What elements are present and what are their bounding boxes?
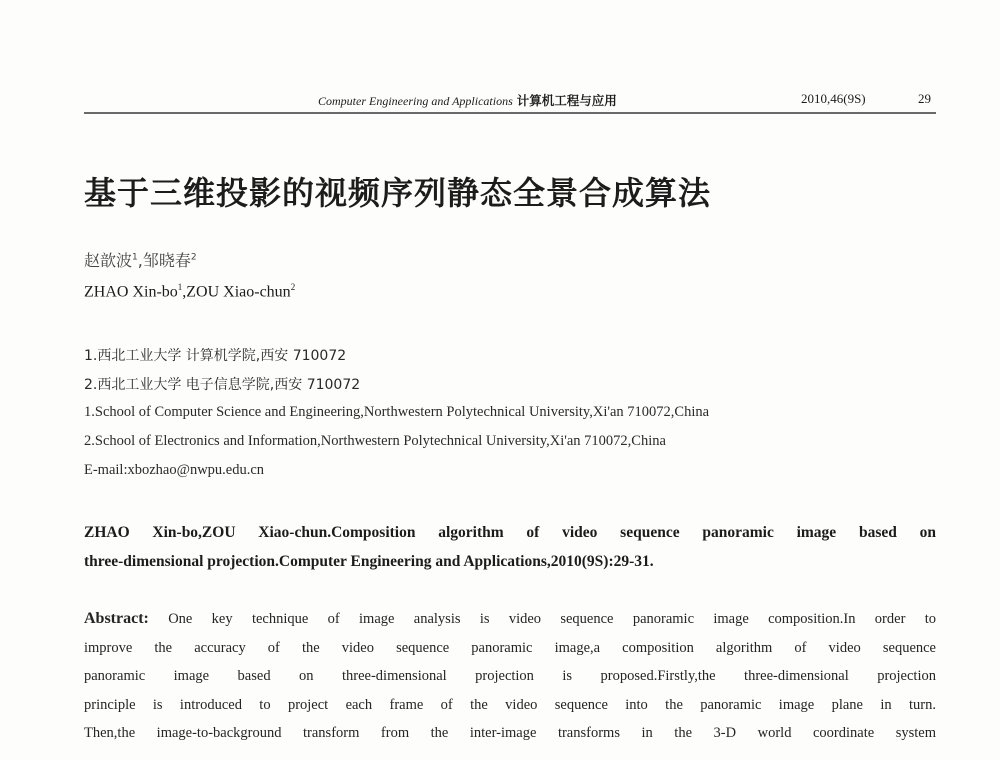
author-1-cn-affil: 1 xyxy=(132,252,138,263)
citation-line-2: three-dimensional projection.Computer Engineering and Applications,2010(9S):29-31. xyxy=(84,553,654,570)
abstract-line: panoramic image based on three-dimensional projection is proposed.Firstly,the three-dimensional projection xyxy=(84,668,936,684)
abstract-line: principle is introduced to project each frame of the video sequence into the panoramic image plane in turn. xyxy=(84,696,936,713)
affiliation-2-en: 2.School of Electronics and Information,Northwestern Polytechnical University,Xi'an 710072,China xyxy=(84,433,666,449)
issue-number: 2010,46(9S) xyxy=(801,91,866,106)
author-2-en-affil: 2 xyxy=(290,282,296,292)
abstract-line xyxy=(84,605,936,634)
author-2-en: ZOU Xiao-chun xyxy=(186,283,291,301)
journal-name xyxy=(318,91,617,109)
abstract-line: Then,the image-to-background transform from the inter-image transforms in the 3-D world coordinate system xyxy=(84,725,936,741)
affiliation-1-en: 1.School of Computer Science and Engineering,Northwestern Polytechnical University,Xi'an 710072,China xyxy=(84,404,710,420)
author-1-en: ZHAO Xin-bo xyxy=(84,283,178,301)
citation-line-1: ZHAO Xin-bo,ZOU Xiao-chun.Composition algorithm of video sequence panoramic image based on xyxy=(84,524,936,541)
affiliation-1-cn: 1.西北工业大学 计算机学院,西安 710072 xyxy=(84,348,347,364)
author-sep-cn: , xyxy=(137,251,143,270)
email: E-mail:xbozhao@nwpu.edu.cn xyxy=(84,462,265,478)
author-2-cn: 邹晓春 xyxy=(142,251,191,270)
page-number: 29 xyxy=(918,91,931,106)
paper-title: 基于三维投影的视频序列静态全景合成算法 xyxy=(84,174,712,212)
citation-block xyxy=(84,518,936,576)
author-sep-en: , xyxy=(182,283,187,301)
abstract xyxy=(84,605,936,748)
journal-name-cn: 计算机工程与应用 xyxy=(516,93,617,108)
author-2-cn-affil: 2 xyxy=(190,252,197,263)
abstract-label: Abstract: xyxy=(84,610,149,627)
author-1-cn: 赵歆波 xyxy=(84,251,133,270)
author-1-en-affil: 1 xyxy=(177,282,183,292)
journal-name-en: Computer Engineering and Applications xyxy=(318,94,513,108)
authors-chinese xyxy=(84,248,197,271)
running-header xyxy=(84,88,936,114)
abstract-text: One key technique of image analysis is video sequence panoramic image composition.In order to xyxy=(168,611,937,627)
abstract-line: improve the accuracy of the video sequence panoramic image,a composition algorithm of video sequence xyxy=(84,639,936,656)
affiliation-2-cn: 2.西北工业大学 电子信息学院,西安 710072 xyxy=(84,377,361,393)
authors-english xyxy=(84,282,295,301)
